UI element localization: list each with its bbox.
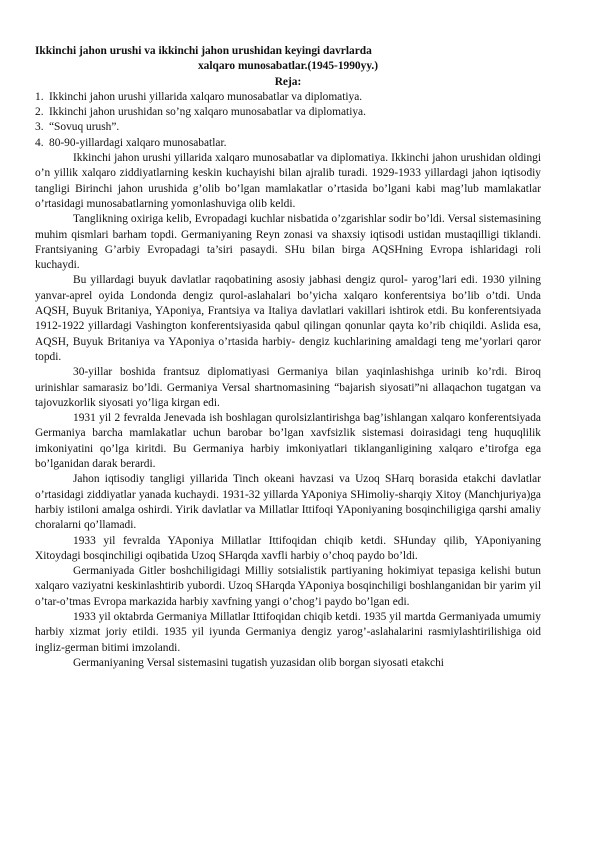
plan-item — [35, 120, 541, 135]
plan-item — [35, 105, 541, 120]
plan-item-number: 2. — [35, 106, 44, 119]
body-paragraph: Tanglikning oxiriga kelib, Evropadagi kuchlar nisbatida o’zgarishlar sodir bo’ldi. Versal sistemasining muhim qismlari barham topdi. Germaniyaning Reyn zonasi va shaxsiy iqtisodi ustidan mustaqilligi tiklandi. Frantsiyaning G’arbiy Evropadagi ta’siri pasaydi. SHu bilan birga AQSHning Evropa ishlaridagi roli kuchaydi. — [35, 213, 541, 272]
body-paragraph: Germaniyaning Versal sistemasini tugatish yuzasidan olib borgan siyosati etakchi — [73, 656, 444, 669]
body-paragraph: 1933 yil oktabrda Germaniya Millatlar Ittifoqidan chiqib ketdi. 1935 yil martda Germaniyada umumiy harbiy xizmat joriy etildi. 1935 yil iyunda Germaniya dengiz yarog’-aslahalarini rasmiylashtirilishiga oid ingliz-german bitimi imzolandi. — [35, 610, 541, 654]
plan-item-text: “Sovuq urush”. — [49, 121, 120, 134]
plan-item-number: 4. — [35, 136, 44, 149]
body-paragraph: 1933 yil fevralda YAponiya Millatlar Ittifoqidan chiqib ketdi. SHunday qilib, YAponiyaning Xitoydagi bosqinchiligi oqibatida Uzoq SHarqda xavfli harbiy o’choq paydo bo’ldi. — [35, 534, 541, 562]
plan-item-number: 3. — [35, 121, 44, 134]
plan-item — [35, 90, 541, 105]
plan-heading: Reja: — [274, 75, 302, 88]
plan-item-text: Ikkinchi jahon urushi yillarida xalqaro munosabatlar va diplomatiya. — [49, 90, 363, 103]
body-paragraph: Jahon iqtisodiy tangligi yillarida Tinch okeani havzasi va Uzoq SHarq borasida etakchi davlatlar o’rtasidagi ziddiyatlar yanada kuchaydi. 1931-32 yillarda YAponiya SHimoliy-sharqiy Xitoy (Manchjuriya)ga harbiy istiloni amalga oshirdi. Yirik davlatlar va Millatlar Ittifoqi YAponiyaning bosqinchiligiga qarshi amaliy choralarni qo’llamadi. — [35, 473, 541, 532]
plan-list — [35, 90, 541, 151]
body-paragraph: Ikkinchi jahon urushi yillarida xalqaro munosabatlar va diplomatiya. Ikkinchi jahon urushidan oldingi o’n yillik xalqaro ziddiyatlarning keskin kuchayishi bilan ajralib turadi. 1929-1933 yillardagi jahon iqtisodiy tangligi Birinchi jahon urushida g’olib bo’lgan mamlakatlar o’rtasida bo’lgani kabi mag’lub mamlakatlar o’rtasidagi munosabatlarning yomonlashuviga olib keldi. — [35, 152, 541, 210]
body-paragraph: Bu yillardagi buyuk davlatlar raqobatining asosiy jabhasi dengiz qurol- yarog’lari edi. 1930 yilning yanvar-aprel oyida Londonda dengiz qurol-aslahalari bo’yicha xalqaro konferentsiya bo’lib o’tdi. Unda AQSH, Buyuk Britaniya, YAponiya, Frantsiya va Italiya davlatlari vakillari ishtirok etdi. Bu konferentsiyada 1912-1922 yillardagi Vashington konferentsiyasida qabul qilingan qonunlar qayta ko’rib chiqildi. Aslida esa, AQSH, Buyuk Britaniya va YAponiya o’rtasida harbiy- dengiz kuchlarining amaldagi teng me’yorlari qaror topdi. — [35, 274, 541, 363]
body-paragraph: 1931 yil 2 fevralda Jenevada ish boshlagan qurolsizlantirishga bag’ishlangan xalqaro konferentsiyada Germaniya barcha mamlakatlar uchun barobar bo’lgan xavfsizlik sistemasi doirasidagi teng huquqlilik imkoniyatini qo’lga kiritdi. Bu Germaniya harbiy imkoniyatlari tiklanganligining xalqaro e’tirofga ega bo’lganidan darak berardi. — [35, 412, 541, 471]
document-title-line1: Ikkinchi jahon urushi va ikkinchi jahon urushidan keyingi davrlarda — [35, 45, 372, 57]
body-paragraph: 30-yillar boshida frantsuz diplomatiyasi Germaniya bilan yaqinlashishga urinib ko’rdi. Biroq urinishlar samarasiz bo’ldi. Germaniya Versal shartnomasining “bajarish siyosati”ni allaqachon tugatgan va tajovuzkorlik siyosati yo’liga kirgan edi. — [35, 366, 541, 409]
plan-item — [35, 136, 541, 151]
body-paragraph: Germaniyada Gitler boshchiligidagi Milliy sotsialistik partiyaning hokimiyat tepasiga kelishi butun xalqaro vaziyatni keskinlashtirib yubordi. Uzoq SHarqda YAponiya bosqinchiligi boshlanganidan bir yarim yil o’tar-o’tmas Evropa markazida harbiy xavfning yangi o’chog’i paydo bo’lgan edi. — [35, 565, 541, 608]
document-body — [35, 44, 541, 671]
document-title-line2: xalqaro munosabatlar.(1945-1990yy.) — [197, 60, 379, 73]
plan-item-number: 1. — [35, 90, 44, 103]
plan-item-text: 80-90-yillardagi xalqaro munosabatlar. — [49, 136, 227, 149]
plan-item-text: Ikkinchi jahon urushidan so’ng xalqaro munosabatlar va diplomatiya. — [49, 106, 366, 119]
